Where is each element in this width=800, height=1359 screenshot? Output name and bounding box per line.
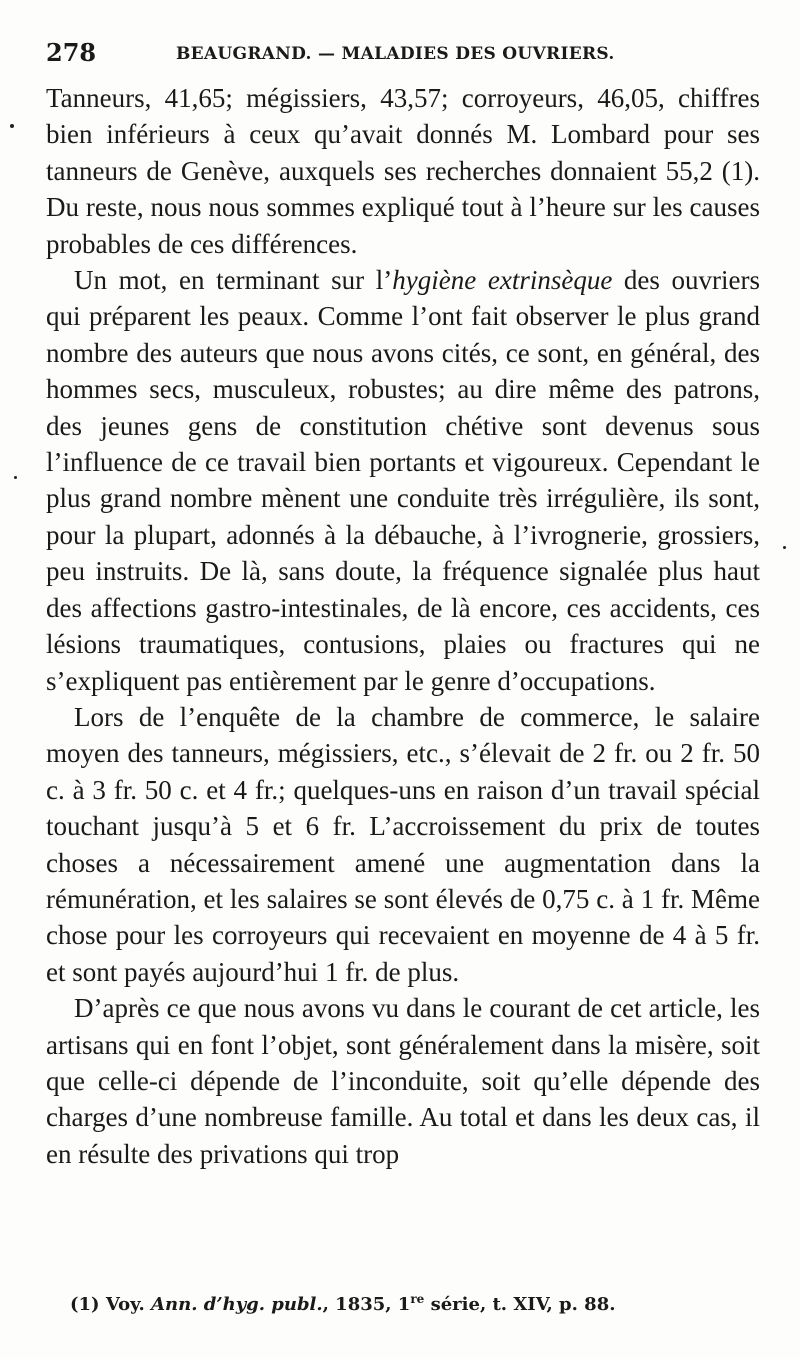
paragraph-text: Tanneurs, 41,65; mégissiers, 43,57; corroyeurs, 46,05, chiffres bien inférieurs à ceux qu’avait donnés M. Lombard pour ses tanneurs de Genève, auxquels ses recherches donnaient 55,2 (1). Du reste, nous nous sommes expliqué tout à l’heure sur les causes probables de ces différences. xyxy=(46,83,760,259)
scan-speck xyxy=(14,476,17,479)
paragraph xyxy=(46,699,760,990)
paragraph-text: Un mot, en terminant sur l’ xyxy=(74,265,393,296)
paragraph-text: Lors de l’enquête de la chambre de commerce, le salaire moyen des tanneurs, mégissiers, etc., s’élevait de 2 fr. ou 2 fr. 50 c. à 3 fr. 50 c. et 4 fr.; quelques-uns en raison d’un travail spécial touchant jusqu’à 5 et 6 fr. L’accroissement du prix de toutes choses a nécessairement amené une augmentation dans la rémunération, et les salaires se sont élevés de 0,75 c. à 1 fr. Même chose pour les corroyeurs qui recevaient en moyenne de 4 à 5 fr. et sont payés aujourd’hui 1 fr. de plus. xyxy=(46,701,760,987)
paragraph xyxy=(46,990,760,1172)
footnote-rest: série, t. XIV, p. 88. xyxy=(424,1294,616,1315)
body-text xyxy=(46,80,760,1172)
footnote-prefix: Voy. xyxy=(99,1294,152,1315)
footnote-series-superscript: re xyxy=(410,1292,425,1306)
footnote-journal: Ann. d’hyg. publ. xyxy=(151,1294,323,1315)
scan-speck xyxy=(783,546,786,549)
footnote-marker: (1) xyxy=(70,1294,100,1315)
paragraph xyxy=(46,262,760,699)
footnote xyxy=(70,1292,760,1318)
paragraph-text: D’après ce que nous avons vu dans le courant de cet article, les artisans qui en font l’objet, sont généralement dans la misère, soit que celle-ci dépende de l’inconduite, soit qu’elle dépende des charges d’une nombreuse famille. Au total et dans les deux cas, il en résulte des privations qui trop xyxy=(46,993,760,1169)
page-number: 278 xyxy=(46,38,97,67)
paragraph-continuation xyxy=(46,80,760,262)
footnote-year: , 1835, 1 xyxy=(322,1294,411,1315)
running-title: BEAUGRAND. — MALADIES DES OUVRIERS. xyxy=(176,44,615,64)
scan-speck xyxy=(10,124,14,128)
paragraph-text: des ouvriers qui préparent les peaux. Comme l’ont fait observer le plus grand nombre des auteurs que nous avons cités, ce sont, en général, des hommes secs, musculeux, robustes; au dire même des patrons, des jeunes gens de constitution chétive sont devenus sous l’influence de ce travail bien portants et vigoureux. Cependant le plus grand nombre mènent une conduite très irrégulière, ils sont, pour la plupart, adonnés à la débauche, à l’ivrognerie, grossiers, peu instruits. De là, sans doute, la fréquence signalée plus haut des affections gastro-intestinales, de là encore, ces accidents, ces lésions traumatiques, contusions, plaies ou fractures qui ne s’expliquent pas entièrement par le genre d’occupations. xyxy=(46,265,761,696)
running-head xyxy=(46,38,760,74)
italic-phrase: hygiène extrinsèque xyxy=(392,265,613,296)
